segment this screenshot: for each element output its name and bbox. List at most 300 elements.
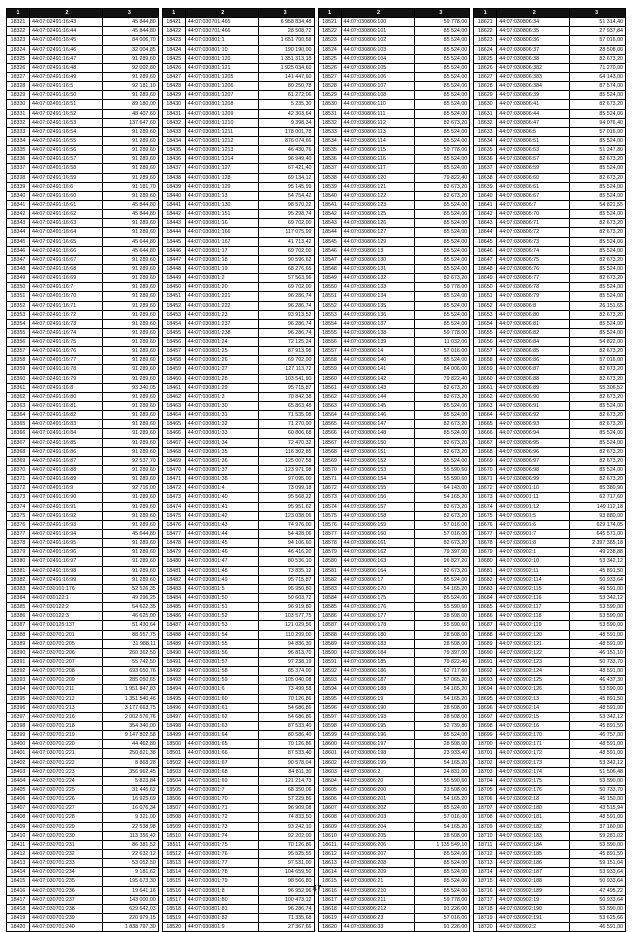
cadastral-number: 44:07:030806:211	[342, 896, 415, 904]
cadastral-value: 88 557,75	[132, 631, 156, 638]
cadastral-number: 44:07:030806:170	[342, 585, 415, 593]
row-number: 18704	[474, 777, 497, 785]
cadastral-value: 95 951,62	[287, 503, 312, 510]
table-row	[474, 100, 625, 109]
row-number: 18365	[7, 420, 30, 428]
cadastral-value: 59 778,00	[443, 147, 468, 154]
row-number: 18336	[7, 155, 30, 163]
row-number: 18321	[7, 18, 30, 26]
row-number: 18684	[474, 594, 497, 602]
cadastral-value: 57 016,00	[599, 128, 623, 135]
table-row	[319, 375, 470, 384]
table-row	[163, 576, 314, 585]
cadastral-number: 44:07:030701:220	[30, 740, 103, 748]
cadastral-value: 57 016,00	[443, 814, 468, 821]
cadastral-number: 44:07:02491:16:47	[30, 55, 103, 63]
table-header-row	[163, 9, 314, 18]
cadastral-number: 44:07:02491:16:98	[30, 567, 103, 575]
table-row	[163, 110, 314, 119]
cadastral-value: 91 289,60	[132, 567, 156, 574]
table-row	[319, 356, 470, 365]
cadastral-value: 91 289,60	[132, 165, 156, 172]
cadastral-value: 53 933,64	[599, 869, 623, 876]
cadastral-value: 48 591,00	[599, 640, 623, 647]
cadastral-number: 44:07:030801:48	[186, 567, 259, 575]
cadastral-number: 44:07:030806:71	[497, 219, 570, 227]
row-number: 18471	[163, 475, 186, 483]
table-row	[7, 667, 158, 676]
row-number: 18614	[319, 868, 342, 876]
cadastral-number: 44:07:030806:196	[342, 731, 415, 739]
row-number: 18548	[319, 265, 342, 273]
table-row	[163, 439, 314, 448]
cadastral-value: 85 524,00	[599, 293, 623, 300]
row-number: 18638	[474, 174, 497, 182]
table-row	[474, 411, 625, 420]
row-number: 18674	[474, 503, 497, 511]
cadastral-value: 91 289,60	[132, 73, 156, 80]
table-row	[474, 110, 625, 119]
table-row	[474, 73, 625, 82]
cadastral-value: 91 289,60	[132, 467, 156, 474]
cadastral-number: 44:07:030806:93	[497, 420, 570, 428]
table-row	[163, 859, 314, 868]
table-row	[319, 265, 470, 274]
row-number: 18558	[319, 356, 342, 364]
table-row	[163, 484, 314, 493]
cadastral-value: 96 286,74	[287, 905, 312, 912]
cadastral-value: 285 050,65	[129, 677, 156, 684]
cadastral-value: 27 367,66	[287, 924, 312, 931]
table-row	[319, 749, 470, 758]
table-row	[319, 210, 470, 219]
cadastral-value: 85 524,00	[443, 869, 468, 876]
row-number: 18580	[319, 557, 342, 565]
row-number: 18708	[474, 813, 497, 821]
table-row	[319, 868, 470, 877]
row-number: 18420	[7, 923, 30, 931]
cadastral-number: 44:07:02491:16:78	[30, 365, 103, 373]
cadastral-number: 44:07:030801:18	[186, 256, 259, 264]
row-number: 18605	[319, 786, 342, 794]
row-number: 18401	[7, 749, 30, 757]
cadastral-value: 93 880,00	[599, 512, 623, 519]
cadastral-value: 85 524,00	[443, 73, 468, 80]
cadastral-value: 85 524,00	[443, 430, 468, 437]
cadastral-value: 5 235,30	[290, 101, 312, 108]
row-number: 18457	[163, 347, 186, 355]
cadastral-value: 54 165,20	[443, 494, 468, 501]
table-column-block	[6, 8, 159, 932]
cadastral-value: 91 289,60	[132, 549, 156, 556]
cadastral-value: 59 778,00	[443, 284, 468, 291]
cadastral-value: 82 673,20	[443, 448, 468, 455]
cadastral-number: 44:07:030801:1209	[186, 110, 259, 118]
cadastral-value: 82 673,20	[599, 220, 623, 227]
cadastral-value: 31 988,11	[132, 640, 156, 647]
cadastral-number: 44:07:030806:97	[497, 457, 570, 465]
cadastral-value: 85 524,00	[443, 220, 468, 227]
table-row	[319, 146, 470, 155]
cadastral-number: 44:07:030701:201	[30, 631, 103, 639]
cadastral-number: 44:07:02491:16:79	[30, 375, 103, 383]
table-row	[319, 740, 470, 749]
row-number: 18720	[474, 923, 497, 931]
row-number: 18443	[163, 219, 186, 227]
row-number: 18690	[474, 649, 497, 657]
table-row	[319, 603, 470, 612]
cadastral-value: 71 535,08	[287, 412, 312, 419]
table-row	[319, 411, 470, 420]
cadastral-value: 46 437,30	[599, 677, 623, 684]
row-number: 18332	[7, 119, 30, 127]
cadastral-value: 85 374,00	[287, 668, 312, 675]
cadastral-number: 44:07:030902:18	[497, 795, 570, 803]
cadastral-number: 44:07:030902:182	[497, 823, 570, 831]
row-number: 18537	[319, 164, 342, 172]
cadastral-number: 44:07:030806:34	[497, 18, 570, 26]
table-row	[163, 365, 314, 374]
table-row	[474, 868, 625, 877]
cadastral-number: 44:07:030902:175	[497, 777, 570, 785]
cadastral-value: 91 289,60	[132, 284, 156, 291]
table-row	[163, 119, 314, 128]
table-row	[474, 512, 625, 521]
cadastral-number: 44:07:030801:47	[186, 557, 259, 565]
cadastral-number: 44:07:030801:237	[186, 320, 259, 328]
row-number: 18607	[319, 804, 342, 812]
row-number: 18524	[319, 46, 342, 54]
table-row	[7, 320, 158, 329]
cadastral-value: 46 430,76	[287, 147, 312, 154]
row-number: 18557	[319, 347, 342, 355]
cadastral-value: 53 052,50	[132, 860, 156, 867]
cadastral-number: 44:07:030806:76	[497, 265, 570, 273]
row-number: 18455	[163, 329, 186, 337]
table-row	[474, 27, 625, 36]
cadastral-value: 55 590,60	[443, 476, 468, 483]
cadastral-value: 85 524,00	[443, 732, 468, 739]
table-row	[319, 658, 470, 667]
cadastral-number: 44:07:030806:61	[497, 183, 570, 191]
cadastral-number: 44:07:030806:126	[342, 219, 415, 227]
table-row	[7, 283, 158, 292]
row-number: 18547	[319, 256, 342, 264]
cadastral-value: 27 937,84	[599, 28, 623, 35]
table-row	[319, 347, 470, 356]
row-number: 18422	[163, 27, 186, 35]
cadastral-value: 54 686,86	[287, 704, 312, 711]
cadastral-number: 44:07:030801:75	[186, 841, 259, 849]
table-row	[319, 640, 470, 649]
row-number: 18516	[163, 887, 186, 895]
row-number: 18540	[319, 192, 342, 200]
cadastral-number: 44:07:030801:54	[186, 631, 259, 639]
cadastral-value: 85 524,00	[599, 211, 623, 218]
cadastral-value: 91 289,60	[132, 357, 156, 364]
cadastral-value: 85 524,00	[443, 302, 468, 309]
row-number: 18488	[163, 631, 186, 639]
cadastral-number: 44:07:030806:8	[497, 302, 570, 310]
cadastral-number: 44:07:030806:147	[342, 420, 415, 428]
row-number: 18530	[319, 100, 342, 108]
cadastral-number: 44:07:030806:111	[342, 110, 415, 118]
cadastral-number: 44:07:030801:41	[186, 503, 259, 511]
row-number: 18698	[474, 722, 497, 730]
table-row	[319, 219, 470, 228]
table-row	[474, 567, 625, 576]
cadastral-value: 54 821,55	[599, 201, 623, 208]
row-number: 18470	[163, 466, 186, 474]
column-header: 1	[474, 9, 497, 17]
row-number: 18495	[163, 695, 186, 703]
table-row	[474, 375, 625, 384]
table-row	[474, 228, 625, 237]
table-row	[7, 475, 158, 484]
row-number: 18563	[319, 402, 342, 410]
table-row	[7, 813, 158, 822]
cadastral-value: 82 673,20	[599, 448, 623, 455]
table-row	[163, 768, 314, 777]
cadastral-number: 44:07:030801:16	[186, 219, 259, 227]
table-row	[319, 475, 470, 484]
row-number: 18398	[7, 722, 30, 730]
row-number: 18511	[163, 841, 186, 849]
cadastral-value: 1 351 313,18	[280, 55, 312, 62]
table-row	[319, 685, 470, 694]
cadastral-value: 26 151,65	[599, 302, 623, 309]
row-number: 18371	[7, 475, 30, 483]
table-row	[319, 238, 470, 247]
table-row	[319, 512, 470, 521]
cadastral-value: 354 340,00	[129, 722, 156, 729]
row-number: 18546	[319, 247, 342, 255]
cadastral-value: 82 673,20	[443, 512, 468, 519]
table-row	[163, 137, 314, 146]
row-number: 18518	[163, 905, 186, 913]
table-row	[7, 155, 158, 164]
cadastral-number: 44:07:030902:120	[497, 631, 570, 639]
cadastral-number: 44:07:02491:16:57	[30, 155, 103, 163]
cadastral-value: 91 289,60	[132, 329, 156, 336]
row-number: 18700	[474, 740, 497, 748]
table-row	[163, 347, 314, 356]
table-row	[319, 594, 470, 603]
row-number: 18663	[474, 402, 497, 410]
cadastral-value: 53 590,00	[599, 777, 623, 784]
cadastral-number: 44:07:030806:151	[342, 448, 415, 456]
table-row	[163, 557, 314, 566]
row-number: 18594	[319, 685, 342, 693]
cadastral-number: 44:07:030902:10	[497, 557, 570, 565]
row-number: 18349	[7, 274, 30, 282]
row-number: 18468	[163, 448, 186, 456]
row-number: 18636	[474, 155, 497, 163]
table-row	[7, 91, 158, 100]
cadastral-value: 116 302,85	[285, 448, 312, 455]
cadastral-number: 44:07:02491:16:72	[30, 311, 103, 319]
cadastral-value: 85 524,00	[599, 165, 623, 172]
row-number: 18658	[474, 356, 497, 364]
cadastral-number: 44:07:030801:6	[186, 685, 259, 693]
cadastral-number: 44:07:030806:70	[497, 210, 570, 218]
table-row	[319, 503, 470, 512]
cadastral-number: 44:07:030902:126	[497, 685, 570, 693]
cadastral-number: 44:07:030806:133	[342, 283, 415, 291]
cadastral-number: 44:07:030801:64	[186, 731, 259, 739]
row-number: 18405	[7, 786, 30, 794]
cadastral-number: 44:07:030806:35	[497, 27, 570, 35]
row-number: 18350	[7, 283, 30, 291]
row-number: 18631	[474, 110, 497, 118]
cadastral-number: 44:07:030801:68	[186, 768, 259, 776]
table-row	[319, 768, 470, 777]
cadastral-value: 28 508,00	[443, 640, 468, 647]
row-number: 18582	[319, 576, 342, 584]
row-number: 18466	[163, 429, 186, 437]
row-number: 18394	[7, 685, 30, 693]
cadastral-number: 44:07:030806:206	[342, 841, 415, 849]
row-number: 18426	[163, 64, 186, 72]
cadastral-value: 68 350,06	[287, 786, 312, 793]
row-number: 18380	[7, 557, 30, 565]
table-row	[7, 905, 158, 914]
table-blocks	[6, 8, 626, 932]
table-row	[474, 923, 625, 932]
table-row	[474, 91, 625, 100]
cadastral-number: 44:07:030806:95	[497, 439, 570, 447]
cadastral-number: 44:07:030806:210	[342, 887, 415, 895]
cadastral-value: 79 397,00	[443, 549, 468, 556]
row-number: 18465	[163, 420, 186, 428]
cadastral-value: 94 106,60	[287, 540, 312, 547]
row-number: 18403	[7, 768, 30, 776]
cadastral-value: 91 289,60	[132, 448, 156, 455]
row-number: 18564	[319, 411, 342, 419]
row-number: 18482	[163, 576, 186, 584]
cadastral-value: 96 286,74	[287, 302, 312, 309]
table-row	[163, 320, 314, 329]
row-number: 18703	[474, 768, 497, 776]
table-row	[319, 923, 470, 932]
table-row	[474, 521, 625, 530]
table-row	[7, 914, 158, 923]
cadastral-value: 59 281,02	[599, 832, 623, 839]
cadastral-number: 44:07:030801:72	[186, 813, 259, 821]
cadastral-value: 98 570,22	[287, 201, 312, 208]
row-number: 18600	[319, 740, 342, 748]
cadastral-value: 1 925 034,60	[280, 64, 312, 71]
row-number: 18421	[163, 18, 186, 26]
cadastral-value: 91 289,60	[132, 503, 156, 510]
table-row	[163, 923, 314, 932]
cadastral-number: 44:07:030806:123	[342, 201, 415, 209]
table-row	[474, 612, 625, 621]
row-number: 18407	[7, 804, 30, 812]
cadastral-number: 44:07:030806:88	[497, 375, 570, 383]
row-number: 18396	[7, 704, 30, 712]
cadastral-number: 44:07:030902:183	[497, 832, 570, 840]
row-number: 18685	[474, 603, 497, 611]
row-number: 18329	[7, 91, 30, 99]
cadastral-value: 41 713,42	[287, 238, 312, 245]
cadastral-number: 44:07:030701:211	[30, 685, 103, 693]
cadastral-value: 54 165,20	[443, 759, 468, 766]
cadastral-number: 44:07:030806:145	[342, 402, 415, 410]
cadastral-value: 79 397,00	[443, 649, 468, 656]
table-row	[474, 292, 625, 301]
cadastral-value: 85 524,00	[599, 192, 623, 199]
table-row	[7, 539, 158, 548]
table-row	[163, 850, 314, 859]
cadastral-value: 260 362,50	[129, 649, 156, 656]
table-row	[7, 576, 158, 585]
row-number: 18544	[319, 228, 342, 236]
table-row	[474, 36, 625, 45]
cadastral-value: 72 470,32	[287, 439, 312, 446]
row-number: 18572	[319, 484, 342, 492]
cadastral-value: 52 526,35	[132, 585, 156, 592]
cadastral-number: 44:07:02491:16:8	[30, 384, 103, 392]
cadastral-value: 71 335,68	[287, 914, 312, 921]
row-number: 18391	[7, 658, 30, 666]
table-row	[474, 548, 625, 557]
table-row	[474, 384, 625, 393]
table-row	[319, 777, 470, 786]
row-number: 18616	[319, 887, 342, 895]
cadastral-number: 44:07:030806:5	[497, 128, 570, 136]
cadastral-number: 44:07:02491:16:6	[30, 183, 103, 191]
cadastral-value: 3 177 663,75	[124, 704, 156, 711]
cadastral-number: 44:07:030801:53	[186, 621, 259, 629]
row-number: 18587	[319, 621, 342, 629]
cadastral-value: 54 165,20	[443, 823, 468, 830]
row-number: 18680	[474, 557, 497, 565]
table-row	[7, 356, 158, 365]
cadastral-number: 44:07:030902:181	[497, 813, 570, 821]
table-row	[474, 82, 625, 91]
cadastral-number: 44:07:030806:207	[342, 850, 415, 858]
table-row	[7, 228, 158, 237]
table-row	[319, 695, 470, 704]
cadastral-number: 44:07:030801:166	[186, 228, 259, 236]
cadastral-value: 91 289,60	[132, 137, 156, 144]
cadastral-value: 28 508,00	[599, 46, 623, 53]
row-number: 18613	[319, 859, 342, 867]
table-row	[319, 420, 470, 429]
row-number: 18327	[7, 73, 30, 81]
cadastral-number: 44:07:030701:224	[30, 777, 103, 785]
cadastral-number: 44:07:030902:118	[497, 612, 570, 620]
cadastral-value: 91 289,60	[132, 174, 156, 181]
cadastral-number: 44:07:02491:16:44	[30, 27, 103, 35]
table-row	[474, 859, 625, 868]
cadastral-value: 629 642,03	[129, 905, 156, 912]
cadastral-number: 44:07:02491:16:54	[30, 128, 103, 136]
cadastral-number: 44:07:030801:26	[186, 356, 259, 364]
cadastral-value: 82 673,20	[599, 393, 623, 400]
cadastral-value: 55 306,52	[599, 384, 623, 391]
table-row	[163, 338, 314, 347]
table-row	[474, 749, 625, 758]
cadastral-value: 85 524,00	[599, 329, 623, 336]
row-number: 18701	[474, 749, 497, 757]
row-number: 18675	[474, 512, 497, 520]
cadastral-number: 44:07:02491:16:88	[30, 466, 103, 474]
row-number: 18667	[474, 439, 497, 447]
row-number: 18428	[163, 82, 186, 90]
cadastral-number: 44:07:030122:1	[30, 594, 103, 602]
